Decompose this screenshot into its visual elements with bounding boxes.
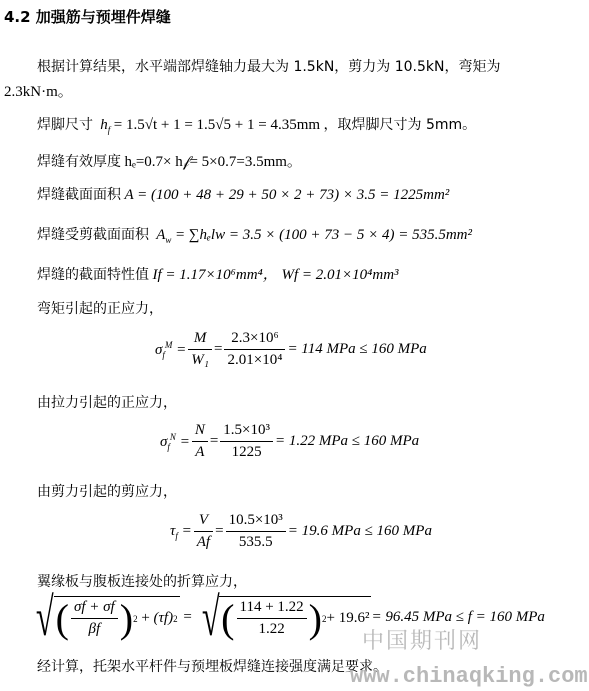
bending-lhs: $\sigma_f^M$ =	[155, 339, 187, 360]
effective-thickness-label: 焊缝有效厚度	[37, 154, 121, 170]
bending-lhs-symbol: σ	[155, 341, 163, 358]
shear-area-symbol: $A_w$	[152, 227, 172, 245]
section-props-formula: If = 1.17×10⁶mm⁴， Wf = 2.01×10⁴mm³	[152, 267, 399, 283]
combined-num-1: σf + σf	[71, 599, 118, 619]
tension-lhs-symbol: σ	[160, 433, 168, 450]
tension-equation: $\sigma_f^N$ = $\frac{N}{A}$ = $\frac{\text{1.5×10³}}{1225}$ = 1.22 MPa ≤ 160 MPa	[160, 422, 420, 460]
tension-num-2: 1.5×10³	[220, 422, 273, 442]
shear-equation: $\tau_f$ = $\frac{V}{Af}$ = $\frac{\text{10.5×10³}}{535.5}$ = 19.6 MPa ≤ 160 MPa	[170, 512, 432, 550]
combined-plus: + 19.6²	[326, 610, 370, 626]
bending-label: 弯矩引起的正应力，	[37, 301, 163, 317]
tension-den-2: 1225	[231, 444, 262, 460]
section-area-label: 焊缝截面面积	[37, 187, 121, 203]
shear-rhs: = 19.6 MPa ≤ 160 MPa	[287, 523, 432, 539]
weld-foot-symbol: $h_f$	[96, 117, 111, 135]
bending-rhs: = 114 MPa ≤ 160 MPa	[287, 341, 427, 357]
tension-rhs: = 1.22 MPa ≤ 160 MPa	[275, 433, 420, 449]
bending-frac-2	[224, 330, 285, 369]
conclusion: 经计算，托架水平杆件与预埋板焊缝连接强度满足要求。	[37, 659, 387, 675]
section-area-formula: A = (100 + 48 + 29 + 50 × 2 + 73) × 3.5 = 1225mm²	[124, 187, 450, 203]
intro-line-1: 根据计算结果，水平端部焊缝轴力最大为 1.5kN，剪力为 10.5kN，弯矩为	[37, 59, 501, 75]
effective-thickness-line	[37, 150, 302, 171]
tension-den-1: A	[195, 444, 205, 460]
weld-foot-line	[37, 114, 476, 135]
watermark-url: www.chinaqking.com	[350, 664, 588, 689]
section-area-line	[37, 184, 449, 204]
combined-frac-2	[237, 599, 307, 638]
section-heading: 4.2 加强筋与预埋件焊缝	[4, 8, 171, 26]
combined-frac-1	[71, 599, 118, 638]
combined-mid: (τf)	[153, 610, 174, 626]
tension-lhs: $\sigma_f^N$ =	[160, 431, 190, 452]
combined-den-1: βf	[88, 621, 101, 637]
shear-frac-2	[226, 512, 286, 551]
section-props-label: 焊缝的截面特性值	[37, 267, 149, 283]
bending-num-1: M	[188, 330, 212, 350]
shear-num-2: 10.5×10³	[226, 512, 286, 532]
shear-label: 由剪力引起的剪应力，	[37, 484, 177, 500]
weld-foot-note: ，取焊脚尺寸为 5mm。	[323, 117, 477, 133]
bending-den-1: W₁	[191, 352, 210, 368]
shear-num-1: V	[194, 512, 213, 532]
bending-den-2: 2.01×10⁴	[227, 352, 283, 368]
bending-equation: $\sigma_f^M$ = $\frac{M}{\text{W₁}}$ = $\frac{\text{2.3×10⁶}}{\text{2.01×10⁴}}$ = 114 MPa ≤ 160 MPa	[155, 330, 427, 368]
shear-area-line	[37, 224, 472, 245]
intro-line-2: 2.3kN·m。	[4, 84, 73, 100]
tension-frac-1	[192, 422, 208, 461]
combined-den-2: 1.22	[258, 621, 285, 637]
shear-frac-1	[194, 512, 213, 551]
combined-sqrt-1: √ ( $\frac{\sigma f + \sigma f}{\beta f}$ ) 2 + (τf) 2	[35, 587, 178, 647]
shear-den-1: Af	[196, 534, 211, 550]
weld-foot-label: 焊脚尺寸	[37, 117, 93, 133]
combined-rhs: = 96.45 MPa ≤ f = 160 MPa	[371, 608, 545, 625]
watermark-title: 中国期刊网	[362, 629, 483, 654]
shear-area-formula: = ∑hₑlw = 3.5 × (100 + 73 − 5 × 4) = 535.5mm²	[174, 227, 472, 243]
shear-area-label: 焊缝受剪截面面积	[37, 227, 149, 243]
combined-equation: √ ( $\frac{\sigma f + \sigma f}{\beta f}$ ) 2 + (τf) 2 = √ ( $\frac{114 + 1.22}{1.22}$ ) 2 + 19.6² = 96.45 MPa ≤ f = 160 MPa	[30, 590, 545, 644]
shear-den-2: 535.5	[238, 534, 273, 550]
tension-label: 由拉力引起的正应力，	[37, 395, 177, 411]
tension-num-1: N	[192, 422, 208, 442]
weld-foot-formula: = 1.5√t + 1 = 1.5√5 + 1 = 4.35mm	[113, 117, 321, 133]
section-props-line	[37, 263, 399, 284]
combined-label: 翼缘板与腹板连接处的折算应力，	[37, 574, 247, 590]
combined-num-2: 114 + 1.22	[237, 599, 307, 619]
shear-lhs: $\tau_f$ =	[170, 522, 192, 541]
tension-frac-2	[220, 422, 273, 461]
effective-thickness-text: hₑ=0.7× h𝒻= 5×0.7=3.5mm。	[124, 154, 302, 170]
combined-sqrt-2: √ ( $\frac{114 + 1.22}{1.22}$ ) 2 + 19.6²	[201, 587, 370, 647]
bending-frac-1	[188, 330, 212, 369]
shear-lhs-symbol: τ	[170, 522, 176, 539]
bending-num-2: 2.3×10⁶	[224, 330, 285, 350]
